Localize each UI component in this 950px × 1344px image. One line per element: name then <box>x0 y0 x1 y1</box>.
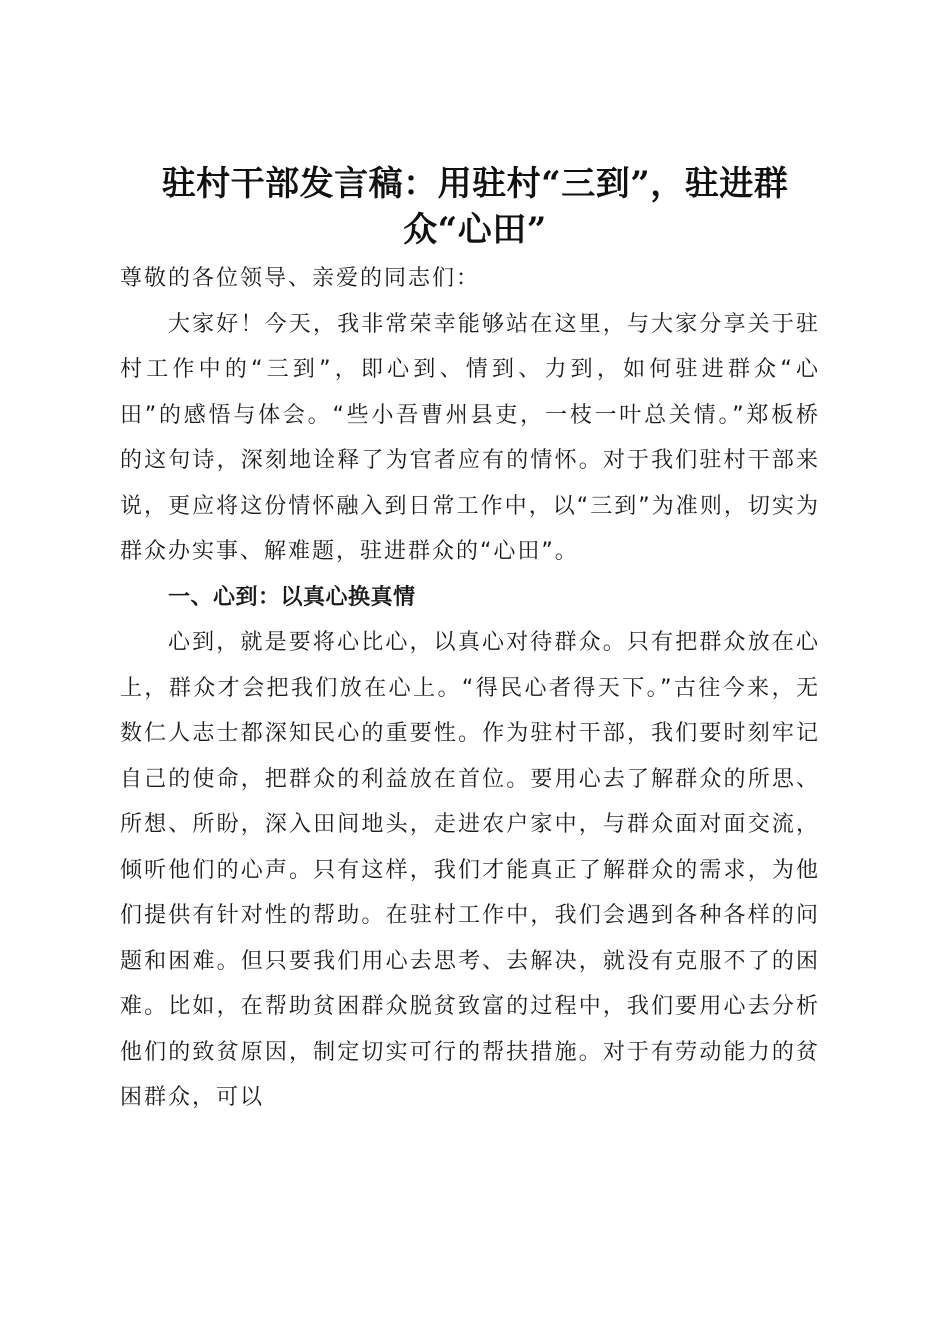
paragraph-section-1: 心到，就是要将心比心，以真心对待群众。只有把群众放在心上，群众才会把我们放在心上。“得民心者得天下。”古往今来，无数仁人志士都深知民心的重要性。作为驻村干部，我们要时刻牢记自己的使命，把群众的利益放在首位。要用心去了解群众的所思、所想、所盼，深入田间地头，走进农户家中，与群众面对面交流，倾听他们的心声。只有这样，我们才能真正了解群众的需求，为他们提供有针对性的帮助。在驻村工作中，我们会遇到各种各样的问题和困难。但只要我们用心去思考、去解决，就没有克服不了的困难。比如，在帮助贫困群众脱贫致富的过程中，我们要用心去分析他们的致贫原因，制定切实可行的帮扶措施。对于有劳动能力的贫困群众，可以 <box>120 630 820 1110</box>
page-title <box>110 161 840 253</box>
title-line-2: 众“心田” <box>403 209 547 250</box>
paragraph-intro: 大家好！今天，我非常荣幸能够站在这里，与大家分享关于驻村工作中的“三到”，即心到、情到、力到，如何驻进群众“心田”的感悟与体会。“些小吾曹州县吏，一枝一叶总关情。”郑板桥的这句诗，深刻地诠释了为官者应有的情怀。对于我们驻村干部来说，更应将这份情怀融入到日常工作中，以“三到”为准则，切实为群众办实事、解难题，驻进群众的“心田”。 <box>120 311 820 564</box>
title-line-1: 驻村干部发言稿：用驻村“三到”，驻进群 <box>161 163 789 204</box>
section-heading-1: 一、心到：以真心换真情 <box>168 584 416 610</box>
salutation: 尊敬的各位领导、亲爱的同志们： <box>120 266 481 291</box>
document-body <box>120 256 820 1121</box>
